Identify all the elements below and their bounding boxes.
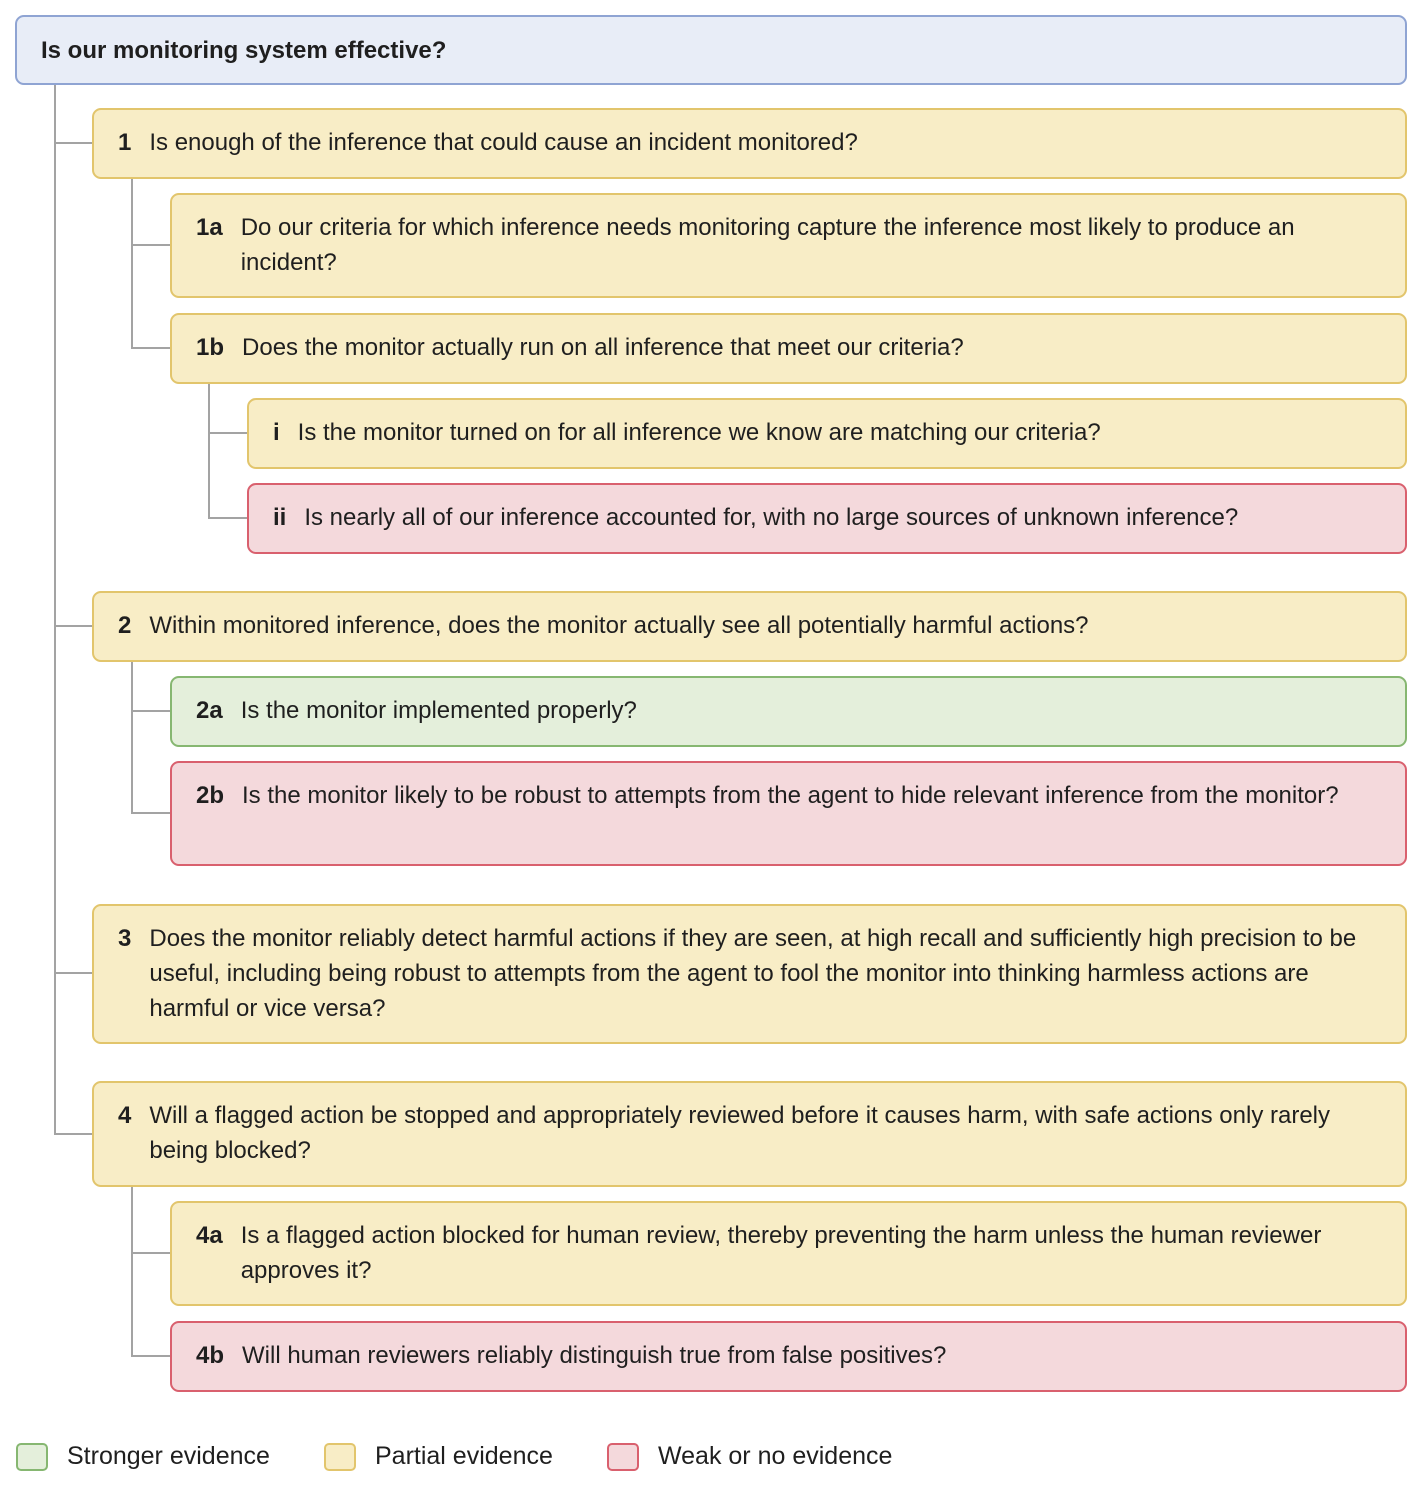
question-1-text: Is enough of the inference that could cause an incident monitored? bbox=[149, 129, 858, 156]
connector-1b-trunk bbox=[208, 383, 210, 519]
question-3-number: 3 bbox=[118, 925, 132, 952]
connector-root-to-4 bbox=[54, 1133, 94, 1135]
legend-label-stronger: Stronger evidence bbox=[67, 1442, 270, 1470]
question-1 bbox=[92, 108, 1407, 179]
question-2-number: 2 bbox=[118, 612, 132, 639]
question-2b bbox=[170, 761, 1407, 866]
connector-root-to-2 bbox=[54, 625, 94, 627]
connector-root-to-3 bbox=[54, 972, 94, 974]
connector-root-trunk bbox=[54, 84, 56, 1134]
connector-2-to-2b bbox=[131, 812, 172, 814]
question-2b-text: Is the monitor likely to be robust to attempts from the agent to hide relevant inference from the monitor? bbox=[242, 782, 1339, 809]
question-2a bbox=[170, 676, 1407, 747]
question-1b-ii-text: Is nearly all of our inference accounted for, with no large sources of unknown inference? bbox=[304, 504, 1239, 531]
connector-1-trunk bbox=[131, 178, 133, 349]
question-4-number: 4 bbox=[118, 1102, 132, 1129]
question-2 bbox=[92, 591, 1407, 662]
connector-1b-to-i bbox=[208, 432, 249, 434]
question-4a-text: Is a flagged action blocked for human review, thereby preventing the harm unless the human reviewer approves it? bbox=[240, 1222, 1322, 1284]
question-1b-text: Does the monitor actually run on all inference that meet our criteria? bbox=[242, 334, 964, 361]
question-3-text: Does the monitor reliably detect harmful actions if they are seen, at high recall and sufficiently high precision to be useful, including being robust to attempts from the agent to fool the monitor into thinking harmless actions are harmful or vice versa? bbox=[149, 925, 1357, 1022]
connector-1b-to-ii bbox=[208, 517, 249, 519]
question-1b-ii bbox=[247, 483, 1407, 554]
question-2a-number: 2a bbox=[196, 697, 223, 724]
legend-label-weak: Weak or no evidence bbox=[658, 1442, 893, 1470]
connector-root-to-1 bbox=[54, 142, 94, 144]
question-4b-number: 4b bbox=[196, 1342, 225, 1369]
question-1a bbox=[170, 193, 1407, 298]
legend-swatch-stronger bbox=[16, 1443, 48, 1471]
question-1b-number: 1b bbox=[196, 334, 225, 361]
question-4b bbox=[170, 1321, 1407, 1392]
legend-item-partial-evidence bbox=[324, 1442, 553, 1471]
question-4 bbox=[92, 1081, 1407, 1187]
question-3 bbox=[92, 904, 1407, 1044]
question-1b-i-number: i bbox=[273, 419, 280, 446]
question-2b-number: 2b bbox=[196, 782, 225, 809]
question-1b-i-text: Is the monitor turned on for all inference we know are matching our criteria? bbox=[297, 419, 1101, 446]
legend-swatch-partial bbox=[324, 1443, 356, 1471]
question-4a bbox=[170, 1201, 1407, 1306]
connector-2-trunk bbox=[131, 661, 133, 814]
question-1a-number: 1a bbox=[196, 214, 223, 241]
question-4-text: Will a flagged action be stopped and appropriately reviewed before it causes harm, with safe actions only rarely being blocked? bbox=[149, 1102, 1330, 1164]
connector-2-to-2a bbox=[131, 710, 172, 712]
question-2-text: Within monitored inference, does the monitor actually see all potentially harmful actions? bbox=[149, 612, 1089, 639]
connector-1-to-1a bbox=[131, 244, 172, 246]
question-1a-text: Do our criteria for which inference needs monitoring capture the inference most likely to produce an incident? bbox=[240, 214, 1295, 276]
legend-item-stronger-evidence bbox=[16, 1442, 270, 1471]
legend-label-partial: Partial evidence bbox=[375, 1442, 553, 1470]
connector-4-to-4a bbox=[131, 1252, 172, 1254]
root-question-text: Is our monitoring system effective? bbox=[41, 37, 447, 64]
legend-item-weak-evidence bbox=[607, 1442, 892, 1471]
question-1b bbox=[170, 313, 1407, 384]
connector-1-to-1b bbox=[131, 347, 172, 349]
question-2a-text: Is the monitor implemented properly? bbox=[240, 697, 637, 724]
question-4b-text: Will human reviewers reliably distinguish true from false positives? bbox=[242, 1342, 947, 1369]
question-1-number: 1 bbox=[118, 129, 132, 156]
question-1b-i bbox=[247, 398, 1407, 469]
root-question bbox=[15, 15, 1407, 85]
connector-4-trunk bbox=[131, 1186, 133, 1357]
question-1b-ii-number: ii bbox=[273, 504, 287, 531]
question-4a-number: 4a bbox=[196, 1222, 223, 1249]
connector-4-to-4b bbox=[131, 1355, 172, 1357]
legend-swatch-weak bbox=[607, 1443, 639, 1471]
